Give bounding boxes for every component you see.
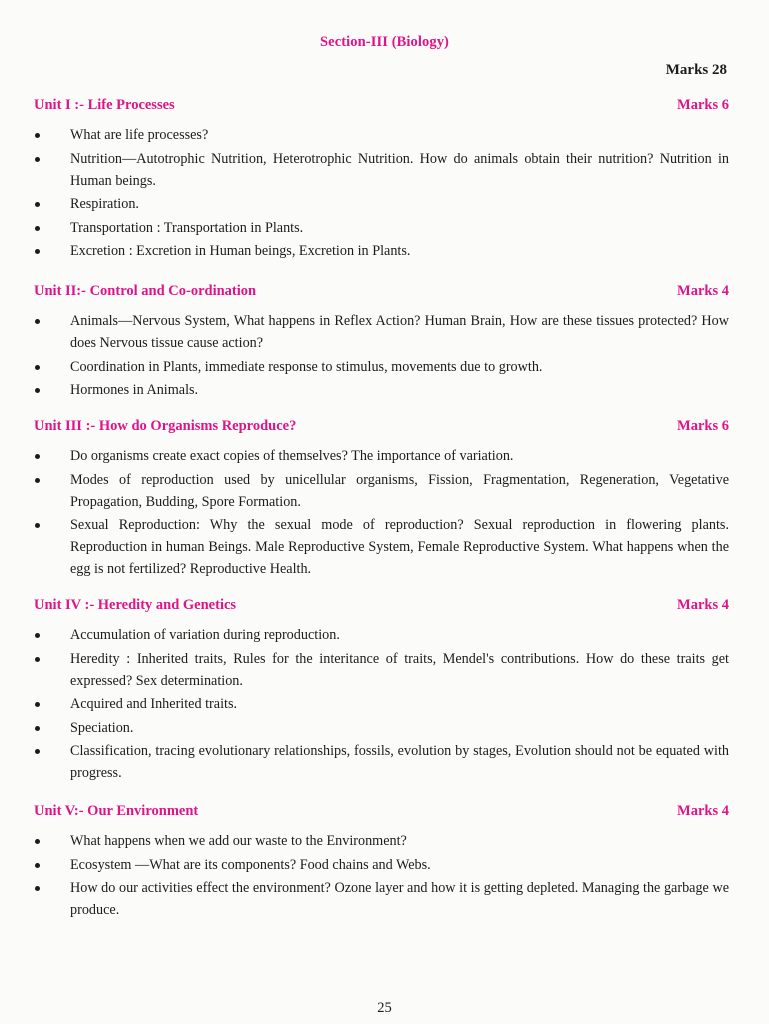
topic-item: Transportation : Transportation in Plants. xyxy=(34,217,729,239)
bullet-icon xyxy=(35,133,40,138)
topic-item: Hormones in Animals. xyxy=(34,379,729,401)
bullet-icon xyxy=(35,657,40,662)
unit-title: Unit I :- Life Processes xyxy=(34,97,175,113)
topic-item: Animals—Nervous System, What happens in Reflex Action? Human Brain, How are these tissues protected? How does Nervous tissue cause action? xyxy=(34,310,729,354)
total-marks: Marks 28 xyxy=(665,62,727,78)
bullet-icon xyxy=(35,702,40,707)
bullet-icon xyxy=(35,202,40,207)
bullet-icon xyxy=(35,749,40,754)
page-number: 25 xyxy=(377,1000,392,1016)
topic-item: Ecosystem —What are its components? Food chains and Webs. xyxy=(34,854,729,876)
topic-item: Heredity : Inherited traits, Rules for the interitance of traits, Mendel's contributions. How do these traits get expressed? Sex determination. xyxy=(34,648,729,692)
unit-title: Unit II:- Control and Co-ordination xyxy=(34,283,257,299)
unit-marks: Marks 4 xyxy=(677,283,729,299)
topic-item: Nutrition—Autotrophic Nutrition, Heterotrophic Nutrition. How do animals obtain their nutrition? Nutrition in Human beings. xyxy=(34,148,729,192)
unit-header xyxy=(34,803,729,825)
unit-header xyxy=(34,97,729,119)
topic-item: Sexual Reproduction: Why the sexual mode of reproduction? Sexual reproduction in flowering plants. Reproduction in human Beings. Male Reproductive System, Female Reproductive System. What happens when the egg is not fertilized? Reproductive Health. xyxy=(34,514,729,580)
bullet-icon xyxy=(35,388,40,393)
topic-item: What happens when we add our waste to the Environment? xyxy=(34,830,729,852)
bullet-icon xyxy=(35,839,40,844)
unit-4 xyxy=(34,597,729,786)
unit-header xyxy=(34,597,729,619)
unit-1 xyxy=(34,97,729,264)
bullet-icon xyxy=(35,226,40,231)
unit-header xyxy=(34,418,729,440)
topic-item: Speciation. xyxy=(34,717,729,739)
section-title: Section-III (Biology) xyxy=(320,34,449,50)
unit-topic-list xyxy=(34,310,729,401)
unit-3 xyxy=(34,418,729,582)
bullet-icon xyxy=(35,157,40,162)
bullet-icon xyxy=(35,365,40,370)
unit-marks: Marks 6 xyxy=(677,418,729,434)
unit-topic-list xyxy=(34,124,729,262)
topic-item: Acquired and Inherited traits. xyxy=(34,693,729,715)
topic-item: Coordination in Plants, immediate response to stimulus, movements due to growth. xyxy=(34,356,729,378)
unit-topic-list xyxy=(34,445,729,580)
unit-5 xyxy=(34,803,729,923)
topic-item: How do our activities effect the environment? Ozone layer and how it is getting depleted. Managing the garbage we produce. xyxy=(34,877,729,921)
unit-marks: Marks 4 xyxy=(677,803,729,819)
topic-item: Classification, tracing evolutionary relationships, fossils, evolution by stages, Evolution should not be equated with progress. xyxy=(34,740,729,784)
bullet-icon xyxy=(35,249,40,254)
bullet-icon xyxy=(35,454,40,459)
unit-marks: Marks 6 xyxy=(677,97,729,113)
unit-marks: Marks 4 xyxy=(677,597,729,613)
bullet-icon xyxy=(35,523,40,528)
unit-title: Unit IV :- Heredity and Genetics xyxy=(34,597,237,613)
unit-topic-list xyxy=(34,830,729,921)
unit-title: Unit V:- Our Environment xyxy=(34,803,199,819)
topic-item: Modes of reproduction used by unicellular organisms, Fission, Fragmentation, Regeneration, Vegetative Propagation, Budding, Spore Formation. xyxy=(34,469,729,513)
bullet-icon xyxy=(35,319,40,324)
unit-header xyxy=(34,283,729,305)
bullet-icon xyxy=(35,886,40,891)
bullet-icon xyxy=(35,863,40,868)
unit-topic-list xyxy=(34,624,729,784)
unit-title: Unit III :- How do Organisms Reproduce? xyxy=(34,418,297,434)
topic-item: Excretion : Excretion in Human beings, Excretion in Plants. xyxy=(34,240,729,262)
bullet-icon xyxy=(35,478,40,483)
topic-item: Do organisms create exact copies of themselves? The importance of variation. xyxy=(34,445,729,467)
bullet-icon xyxy=(35,633,40,638)
topic-item: Accumulation of variation during reproduction. xyxy=(34,624,729,646)
topic-item: Respiration. xyxy=(34,193,729,215)
topic-item: What are life processes? xyxy=(34,124,729,146)
bullet-icon xyxy=(35,726,40,731)
unit-2 xyxy=(34,283,729,403)
